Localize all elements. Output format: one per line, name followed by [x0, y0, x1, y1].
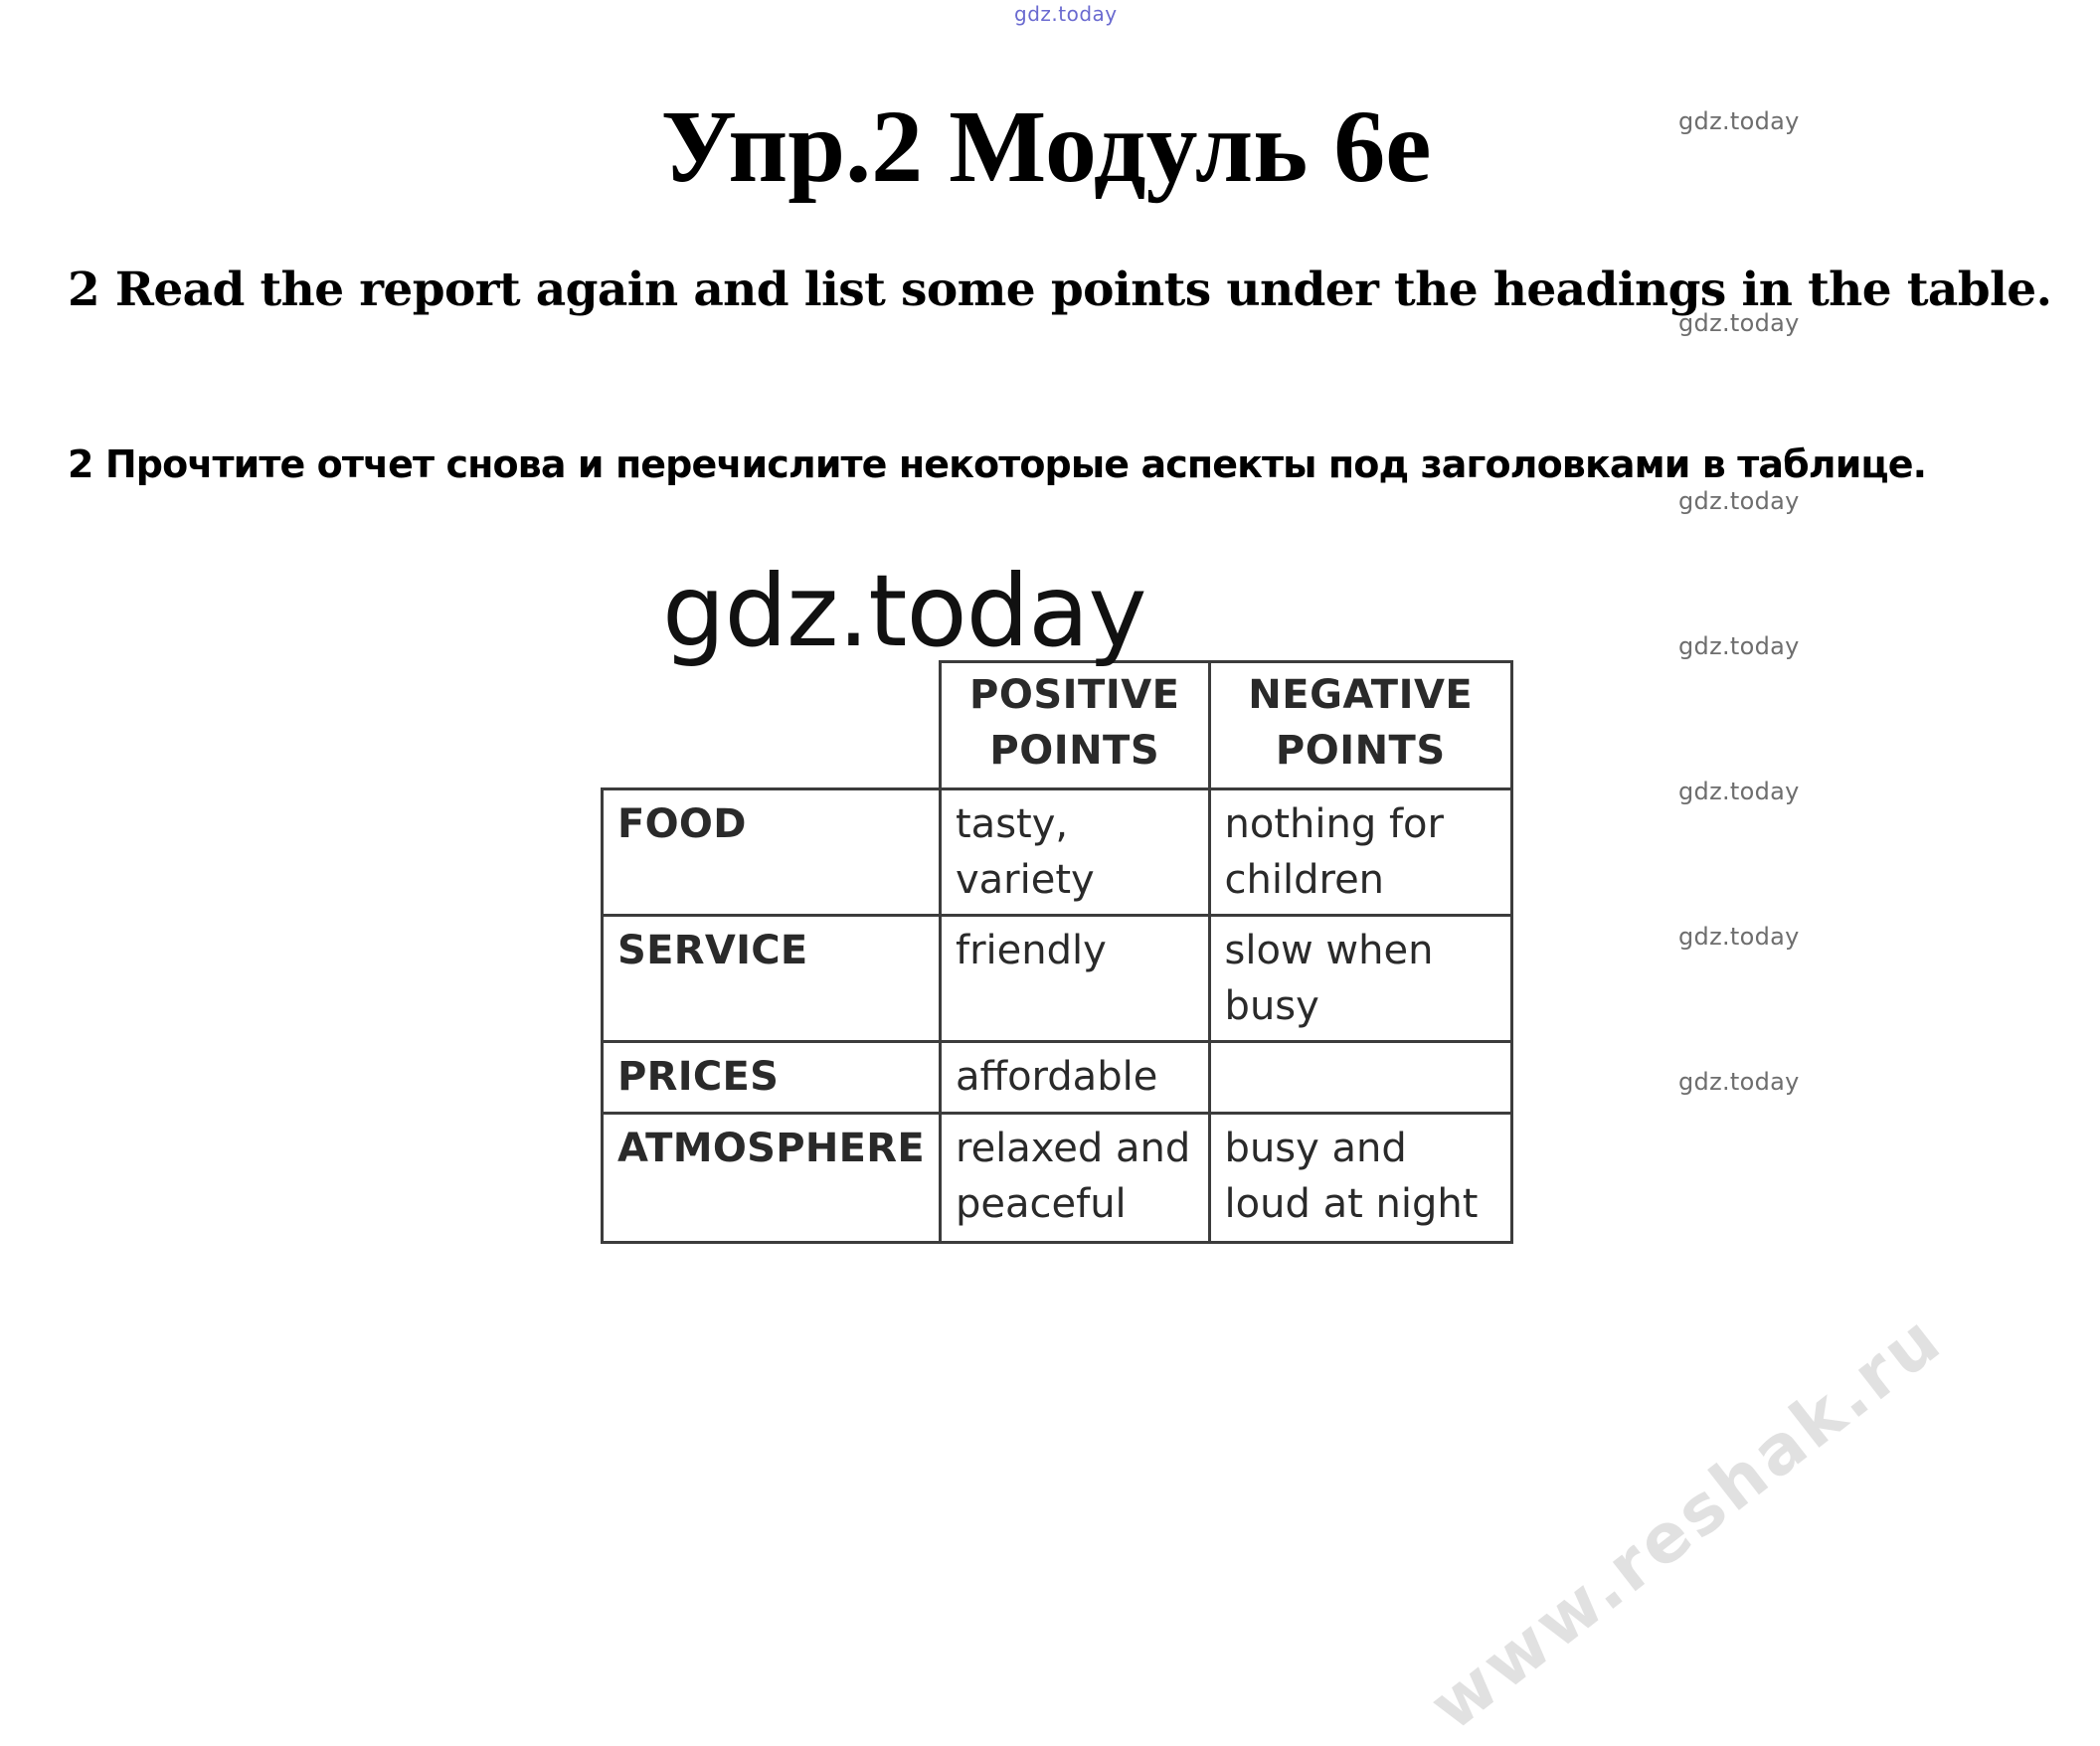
- cell-service-positive: friendly: [941, 916, 1210, 1042]
- watermark-side: gdz.today: [1678, 632, 1800, 660]
- cell-food-positive: tasty, variety: [941, 789, 1210, 916]
- task-instruction-russian: 2 Прочтите отчет снова и перечислите некоторые аспекты под заголовками в таблице.: [68, 442, 1927, 486]
- cell-service-negative: slow when busy: [1209, 916, 1511, 1042]
- row-heading-food: FOOD: [603, 789, 941, 916]
- header-negative-line-1: NEGATIVE: [1248, 672, 1474, 718]
- page-title: [0, 87, 2100, 207]
- table-row: [603, 789, 1512, 916]
- table-row: [603, 916, 1512, 1042]
- cell-atmosphere-positive: relaxed and peaceful: [941, 1114, 1210, 1243]
- row-heading-atmosphere: ATMOSPHERE: [603, 1114, 941, 1243]
- watermark-big: gdz.today: [662, 553, 1146, 669]
- header-negative-points: [1209, 662, 1511, 789]
- cell-prices-negative: [1209, 1042, 1511, 1114]
- task-instruction-english: 2 Read the report again and list some points under the headings in the table.: [68, 262, 2052, 317]
- watermark-side: gdz.today: [1678, 309, 1800, 337]
- header-negative-line-2: POINTS: [1275, 728, 1446, 774]
- table-corner-cell: [603, 662, 941, 789]
- table-row: [603, 1114, 1512, 1243]
- row-heading-prices: PRICES: [603, 1042, 941, 1114]
- watermark-side: gdz.today: [1678, 107, 1800, 135]
- cell-prices-positive: affordable: [941, 1042, 1210, 1114]
- page-title-text: Упр.2 Модуль 6е: [660, 89, 1432, 204]
- watermark-top: gdz.today: [1014, 2, 1118, 26]
- table-header-row: [603, 662, 1512, 789]
- watermark-side: gdz.today: [1678, 487, 1800, 515]
- watermark-diagonal: www.reshak.ru: [1416, 1299, 1958, 1746]
- watermark-side: gdz.today: [1678, 923, 1800, 951]
- watermark-side: gdz.today: [1678, 778, 1800, 805]
- header-positive-points: [941, 662, 1210, 789]
- watermark-side: gdz.today: [1678, 1068, 1800, 1096]
- cell-atmosphere-negative: busy and loud at night: [1209, 1114, 1511, 1243]
- row-heading-service: SERVICE: [603, 916, 941, 1042]
- header-positive-line-2: POINTS: [989, 728, 1160, 774]
- points-table: [601, 660, 1513, 1244]
- table-row: [603, 1042, 1512, 1114]
- cell-food-negative: nothing for children: [1209, 789, 1511, 916]
- header-positive-line-1: POSITIVE: [969, 672, 1180, 718]
